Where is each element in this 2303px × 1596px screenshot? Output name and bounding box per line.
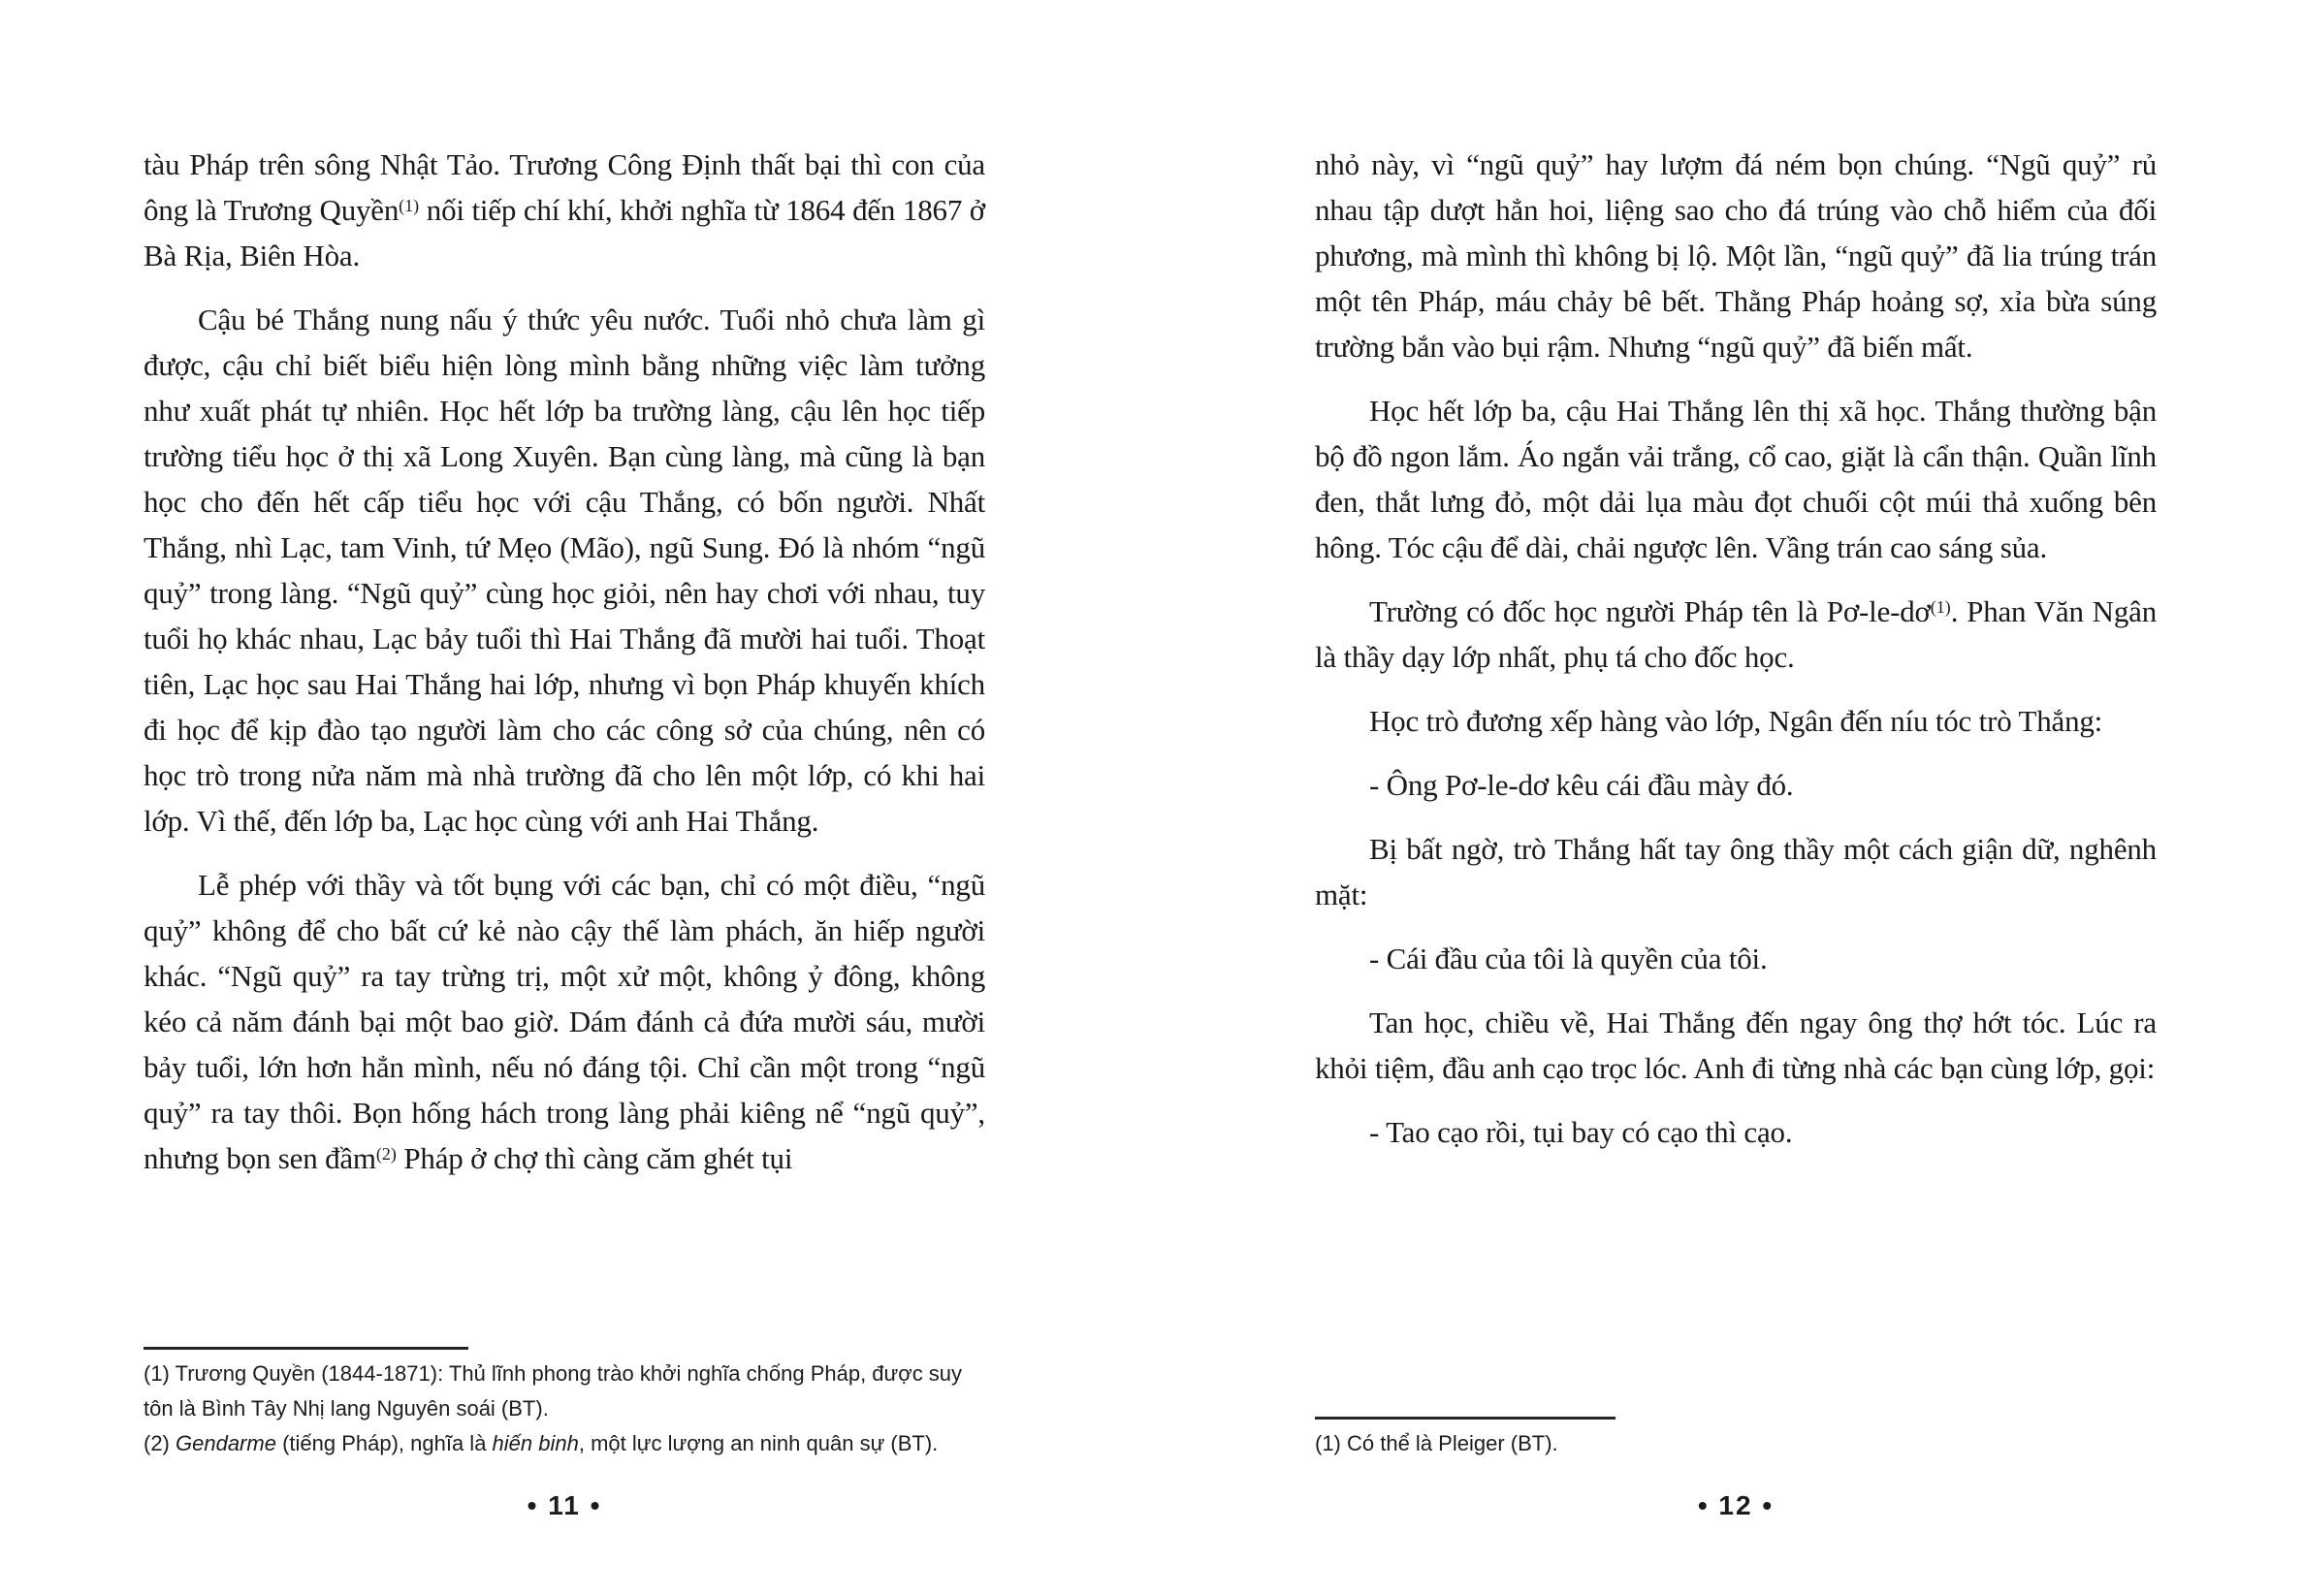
page-number: • 11 • [527,1490,602,1520]
footnote [144,1426,985,1461]
paragraph [1315,826,2157,917]
footnote-list [144,1357,985,1461]
page-body [1315,142,2157,1155]
text-segment: - Ông Pơ-le-dơ kêu cái đầu mày đó. [1369,768,1794,802]
footnote-marker: (1) [1930,597,1951,618]
text-segment: - Tao cạo rồi, tụi bay có cạo thì cạo. [1369,1115,1793,1149]
paragraph [1315,762,2157,808]
paragraph [1315,1000,2157,1091]
text-segment: Lễ phép với thầy và tốt bụng với các bạn, chỉ có một điều, “ngũ quỷ” không để cho bất cứ kẻ nào cậy thế làm phách, ăn hiếp người khác. “Ngũ quỷ” ra tay trừng trị, một xử một, không ỷ đông, không kéo cả năm đánh bại một bao giờ. Dám đánh cả đứa mười sáu, mười bảy tuổi, lớn hơn hẳn mình, nếu nó đáng tội. Chỉ cần một trong “ngũ quỷ” ra tay thôi. Bọn hống hách trong làng phải kiêng nể “ngũ quỷ”, nhưng bọn sen đầm [144,868,985,1175]
text-segment: Gendarme [176,1431,276,1455]
paragraph [1315,1109,2157,1155]
text-segment: (2) [144,1431,176,1455]
text-segment: Trường có đốc học người Pháp tên là Pơ-le-dơ [1369,594,1931,628]
text-segment: Bị bất ngờ, trò Thắng hất tay ông thầy một cách giận dữ, nghênh mặt: [1315,832,2157,911]
page-right [1315,0,2157,1596]
text-segment: Pháp ở chợ thì càng căm ghét tụi [396,1141,793,1175]
footnote-marker: (1) [399,196,420,216]
footnotes [1315,1417,2157,1461]
footnote-marker: (2) [375,1144,397,1165]
footnote-list [1315,1426,2157,1461]
text-segment: nhỏ này, vì “ngũ quỷ” hay lượm đá ném bọn chúng. “Ngũ quỷ” rủ nhau tập dượt hẳn hoi, liệng sao cho đá trúng vào chỗ hiểm của đối phương, mà mình thì không bị lộ. Một lần, “ngũ quỷ” đã lia trúng trán một tên Pháp, máu chảy bê bết. Thằng Pháp hoảng sợ, xỉa bừa súng trường bắn vào bụi rậm. Nhưng “ngũ quỷ” đã biến mất. [1315,147,2157,364]
text-segment: Tan học, chiều về, Hai Thắng đến ngay ông thợ hớt tóc. Lúc ra khỏi tiệm, đầu anh cạo trọc lóc. Anh đi từng nhà các bạn cùng lớp, gọi: [1315,1005,2157,1085]
paragraph [1315,589,2157,680]
text-segment: tàu Pháp trên sông Nhật Tảo. Trương Công Định thất bại thì con của ông là Trương Quyền [144,147,985,227]
paragraph [1315,936,2157,981]
paragraph [1315,388,2157,570]
paragraph [144,142,985,278]
text-segment: (1) Trương Quyền (1844-1871): Thủ lĩnh phong trào khởi nghĩa chống Pháp, được suy tôn là Bình Tây Nhị lang Nguyên soái (BT). [144,1361,963,1420]
footnotes [144,1347,985,1461]
footnote-divider [144,1347,468,1350]
text-segment: hiến binh [492,1431,579,1455]
text-segment: (tiếng Pháp), nghĩa là [275,1431,493,1455]
text-segment: Cậu bé Thắng nung nấu ý thức yêu nước. Tuổi nhỏ chưa làm gì được, cậu chỉ biết biểu hiện lòng mình bằng những việc làm tưởng như xuất phát tự nhiên. Học hết lớp ba trường làng, cậu lên học tiếp trường tiểu học ở thị xã Long Xuyên. Bạn cùng làng, mà cũng là bạn học cho đến hết cấp tiểu học với cậu Thắng, có bốn người. Nhất Thắng, nhì Lạc, tam Vinh, tứ Mẹo (Mão), ngũ Sung. Đó là nhóm “ngũ quỷ” trong làng. “Ngũ quỷ” cùng học giỏi, nên hay chơi với nhau, tuy tuổi họ khác nhau, Lạc bảy tuổi thì Hai Thắng đã mười hai tuổi. Thoạt tiên, Lạc học sau Hai Thắng hai lớp, nhưng vì bọn Pháp khuyến khích đi học để kịp đào tạo người làm cho các công sở của chúng, nên có học trò trong nửa năm mà nhà trường đã cho lên một lớp, có khi hai lớp. Vì thế, đến lớp ba, Lạc học cùng với anh Hai Thắng. [144,303,985,838]
page-number: • 12 • [1697,1490,1775,1520]
paragraph [144,297,985,844]
paragraph [1315,698,2157,744]
text-segment: , một lực lượng an ninh quân sự (BT). [578,1431,939,1455]
paragraph [1315,142,2157,369]
footnote-divider [1315,1417,1615,1420]
paragraph [144,862,985,1181]
page-left [144,0,985,1596]
text-segment: nối tiếp chí khí, khởi nghĩa từ 1864 đến 1867 ở Bà Rịa, Biên Hòa. [144,193,985,272]
text-segment: (1) Có thể là Pleiger (BT). [1315,1431,1558,1455]
page-body [144,142,985,1181]
text-segment: Học trò đương xếp hàng vào lớp, Ngân đến níu tóc trò Thắng: [1369,704,2103,738]
text-segment: Học hết lớp ba, cậu Hai Thắng lên thị xã học. Thắng thường bận bộ đồ ngon lắm. Áo ngắn vải trắng, cổ cao, giặt là cẩn thận. Quần lĩnh đen, thắt lưng đỏ, một dải lụa màu đọt chuối cột múi thả xuống bên hông. Tóc cậu để dài, chải ngược lên. Vầng trán cao sáng sủa. [1315,394,2157,564]
text-segment: . Phan Văn Ngân là thầy dạy lớp nhất, phụ tá cho đốc học. [1315,594,2157,674]
text-segment: - Cái đầu của tôi là quyền của tôi. [1369,942,1768,975]
footnote [144,1357,985,1426]
footnote [1315,1426,2157,1461]
